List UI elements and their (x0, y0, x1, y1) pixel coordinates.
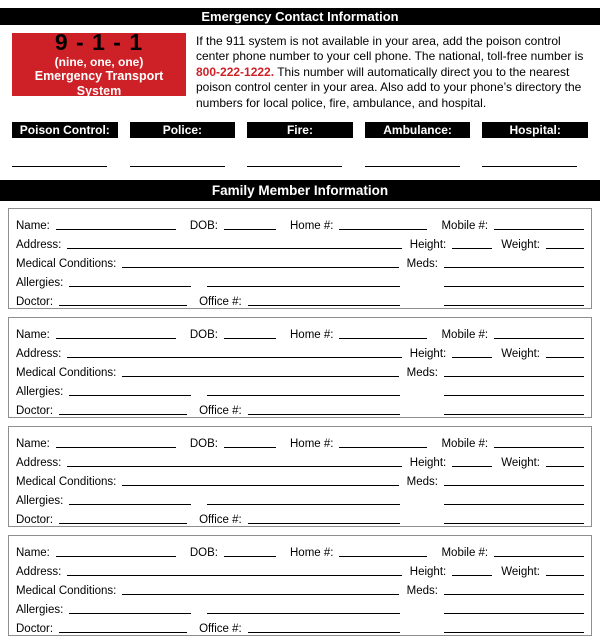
office-phone-label: Office #: (199, 296, 242, 309)
dob-label: DOB: (189, 329, 218, 342)
weight-blank-line (546, 357, 584, 358)
address-label: Address: (16, 348, 62, 361)
contact-col-fire (247, 122, 353, 138)
meds-label: Meds: (406, 367, 438, 380)
office-phone-label: Office #: (199, 514, 242, 527)
doctor-blank-line (59, 414, 187, 415)
member-row-name (16, 214, 584, 233)
medical-conditions-label: Medical Conditions: (16, 367, 117, 380)
allergies-continued-blank-line (207, 504, 400, 505)
member-row-address (16, 233, 584, 252)
member-row-allergies (16, 380, 584, 399)
emergency-number: 9 - 1 - 1 (54, 29, 144, 55)
height-blank-line (452, 575, 492, 576)
meds-continued-blank-line-2 (444, 305, 584, 306)
doctor-blank-line (59, 305, 187, 306)
mobile-phone-label: Mobile #: (441, 547, 489, 560)
mobile-phone-label: Mobile #: (441, 220, 489, 233)
section-title-emergency-contact: Emergency Contact Information (0, 8, 600, 25)
name-blank-line (56, 556, 176, 557)
weight-label: Weight: (501, 457, 540, 470)
contact-col-police (130, 122, 236, 138)
meds-continued-blank-line-2 (444, 523, 584, 524)
home-phone-label: Home #: (290, 220, 334, 233)
emergency-contacts-label-row (12, 122, 588, 138)
address-blank-line (67, 357, 401, 358)
mobile-phone-blank-line (494, 447, 584, 448)
height-label: Height: (409, 457, 447, 470)
blank-col-police (130, 166, 236, 167)
doctor-label: Doctor: (16, 296, 54, 309)
member-row-allergies (16, 489, 584, 508)
dob-blank-line (224, 229, 276, 230)
member-row-doctor (16, 290, 584, 309)
mobile-phone-blank-line (494, 556, 584, 557)
member-row-address (16, 560, 584, 579)
emergency-number-phonetic: (nine, one, one) (54, 55, 144, 69)
weight-label: Weight: (501, 566, 540, 579)
height-label: Height: (409, 348, 447, 361)
home-phone-blank-line (339, 447, 427, 448)
allergies-blank-line (69, 613, 191, 614)
mobile-phone-blank-line (494, 338, 584, 339)
meds-continued-blank-line-1 (444, 613, 584, 614)
home-phone-blank-line (339, 338, 427, 339)
address-blank-line (67, 466, 401, 467)
doctor-label: Doctor: (16, 405, 54, 418)
member-row-address (16, 342, 584, 361)
medical-conditions-blank-line (122, 594, 398, 595)
allergies-continued-blank-line (207, 613, 400, 614)
contact-label-ambulance: Ambulance: (365, 122, 471, 138)
mobile-phone-blank-line (494, 229, 584, 230)
home-phone-label: Home #: (290, 438, 334, 451)
emergency-contacts-blank-row (12, 166, 588, 167)
blank-col-poison-control (12, 166, 118, 167)
home-phone-label: Home #: (290, 329, 334, 342)
hospital-blank-line (482, 166, 577, 167)
dob-label: DOB: (189, 438, 218, 451)
height-label: Height: (409, 239, 447, 252)
office-phone-label: Office #: (199, 405, 242, 418)
dob-blank-line (224, 447, 276, 448)
meds-label: Meds: (406, 585, 438, 598)
emergency-911-box (12, 29, 186, 98)
contact-col-poison-control (12, 122, 118, 138)
allergies-continued-blank-line (207, 286, 400, 287)
allergies-blank-line (69, 504, 191, 505)
member-row-medical (16, 361, 584, 380)
allergies-label: Allergies: (16, 604, 64, 617)
police-blank-line (130, 166, 225, 167)
allergies-label: Allergies: (16, 495, 64, 508)
dob-blank-line (224, 556, 276, 557)
member-row-doctor (16, 617, 584, 636)
medical-conditions-label: Medical Conditions: (16, 585, 117, 598)
allergies-continued-blank-line (207, 395, 400, 396)
contact-label-hospital: Hospital: (482, 122, 588, 138)
family-member-block (8, 208, 592, 309)
meds-blank-line (444, 376, 584, 377)
name-blank-line (56, 447, 176, 448)
fire-blank-line (247, 166, 342, 167)
allergies-label: Allergies: (16, 386, 64, 399)
weight-label: Weight: (501, 348, 540, 361)
dob-blank-line (224, 338, 276, 339)
address-blank-line (67, 575, 401, 576)
doctor-label: Doctor: (16, 623, 54, 636)
weight-blank-line (546, 248, 584, 249)
allergies-blank-line (69, 286, 191, 287)
name-label: Name: (16, 438, 50, 451)
meds-label: Meds: (406, 258, 438, 271)
emergency-system-name: Emergency Transport System (34, 69, 164, 98)
weight-label: Weight: (501, 239, 540, 252)
member-row-allergies (16, 598, 584, 617)
contact-label-poison-control: Poison Control: (12, 122, 118, 138)
member-row-name (16, 323, 584, 342)
member-row-allergies (16, 271, 584, 290)
medical-conditions-blank-line (122, 485, 398, 486)
office-phone-label: Office #: (199, 623, 242, 636)
mobile-phone-label: Mobile #: (441, 329, 489, 342)
allergies-label: Allergies: (16, 277, 64, 290)
medical-conditions-label: Medical Conditions: (16, 258, 117, 271)
member-row-name (16, 432, 584, 451)
allergies-blank-line (69, 395, 191, 396)
member-row-medical (16, 579, 584, 598)
office-phone-blank-line (248, 632, 400, 633)
doctor-label: Doctor: (16, 514, 54, 527)
address-label: Address: (16, 457, 62, 470)
home-phone-label: Home #: (290, 547, 334, 560)
office-phone-blank-line (248, 305, 400, 306)
dob-label: DOB: (189, 220, 218, 233)
address-blank-line (67, 248, 401, 249)
home-phone-blank-line (339, 556, 427, 557)
weight-blank-line (546, 466, 584, 467)
medical-conditions-label: Medical Conditions: (16, 476, 117, 489)
address-label: Address: (16, 566, 62, 579)
family-member-block (8, 426, 592, 527)
intro-section (12, 29, 588, 111)
name-label: Name: (16, 547, 50, 560)
contact-label-fire: Fire: (247, 122, 353, 138)
height-blank-line (452, 248, 492, 249)
member-row-doctor (16, 508, 584, 527)
home-phone-blank-line (339, 229, 427, 230)
medical-conditions-blank-line (122, 376, 398, 377)
member-row-name (16, 541, 584, 560)
poison-control-phone-number: 800-222-1222. (196, 64, 275, 79)
office-phone-blank-line (248, 414, 400, 415)
office-phone-blank-line (248, 523, 400, 524)
meds-continued-blank-line-1 (444, 395, 584, 396)
family-member-blocks (0, 208, 600, 636)
meds-continued-blank-line-1 (444, 504, 584, 505)
meds-continued-blank-line-1 (444, 286, 584, 287)
meds-label: Meds: (406, 476, 438, 489)
meds-blank-line (444, 267, 584, 268)
name-blank-line (56, 338, 176, 339)
contact-label-police: Police: (130, 122, 236, 138)
member-row-medical (16, 470, 584, 489)
contact-col-ambulance (365, 122, 471, 138)
address-label: Address: (16, 239, 62, 252)
name-label: Name: (16, 329, 50, 342)
name-label: Name: (16, 220, 50, 233)
meds-continued-blank-line-2 (444, 632, 584, 633)
ambulance-blank-line (365, 166, 460, 167)
doctor-blank-line (59, 523, 187, 524)
height-blank-line (452, 466, 492, 467)
member-row-doctor (16, 399, 584, 418)
instructions-text-after: This number will automatically direct you to the nearest poison control center in your area. Also add to your phone’s directory the numbers for local police, fire, ambulance, and hospital. (196, 64, 582, 110)
family-member-block (8, 535, 592, 636)
name-blank-line (56, 229, 176, 230)
doctor-blank-line (59, 632, 187, 633)
member-row-medical (16, 252, 584, 271)
dob-label: DOB: (189, 547, 218, 560)
family-member-block (8, 317, 592, 418)
instructions-text-before: If the 911 system is not available in your area, add the poison control center phone number to your cell phone. The national, toll-free number is (196, 34, 584, 64)
poison-control-instructions (196, 33, 588, 111)
meds-blank-line (444, 594, 584, 595)
meds-blank-line (444, 485, 584, 486)
meds-continued-blank-line-2 (444, 414, 584, 415)
blank-col-hospital (482, 166, 588, 167)
blank-col-ambulance (365, 166, 471, 167)
medical-conditions-blank-line (122, 267, 398, 268)
blank-col-fire (247, 166, 353, 167)
weight-blank-line (546, 575, 584, 576)
height-blank-line (452, 357, 492, 358)
mobile-phone-label: Mobile #: (441, 438, 489, 451)
poison-control-blank-line (12, 166, 107, 167)
member-row-address (16, 451, 584, 470)
contact-col-hospital (482, 122, 588, 138)
section-title-family-member: Family Member Information (0, 180, 600, 201)
height-label: Height: (409, 566, 447, 579)
